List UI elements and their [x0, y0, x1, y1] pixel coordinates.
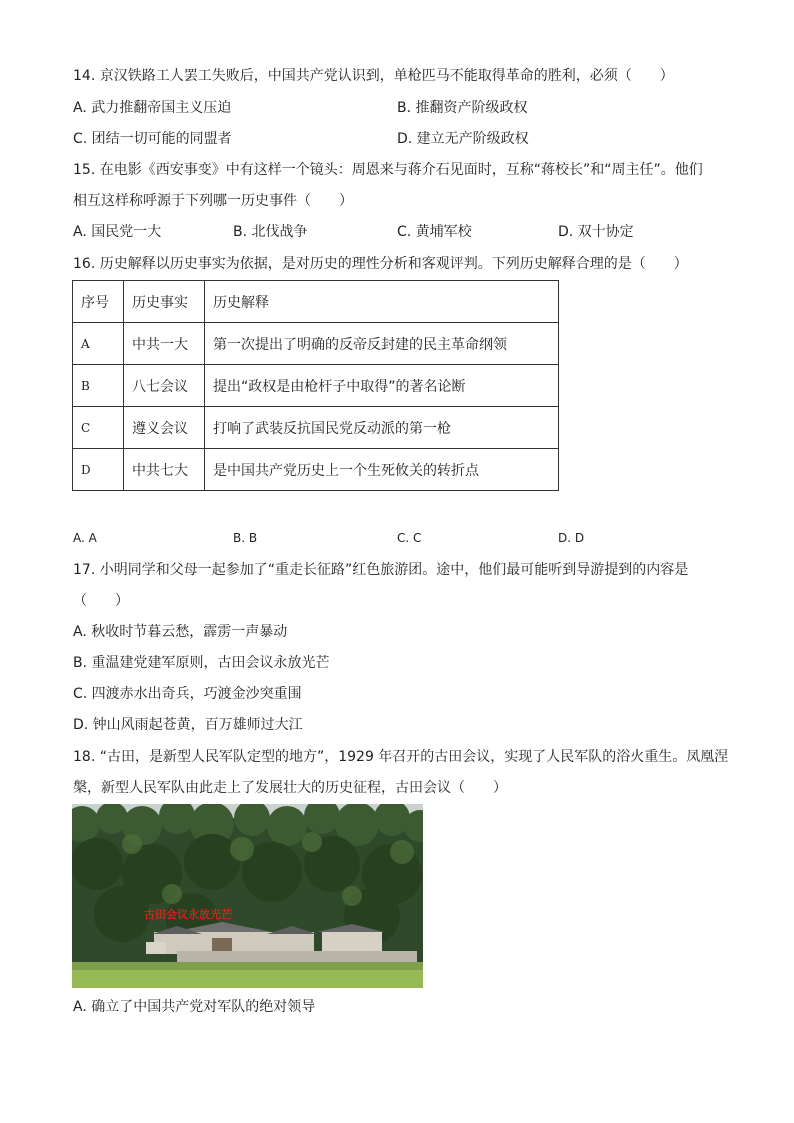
table-row: [73, 365, 559, 407]
table-header-cell: 序号: [73, 281, 124, 323]
table-cell: 提出“政权是由枪杆子中取得”的著名论断: [205, 365, 559, 407]
q15-option-c: C. 黄埔军校: [397, 224, 472, 240]
table-cell: 第一次提出了明确的反帝反封建的民主革命纲领: [205, 323, 559, 365]
table-header-cell: 历史解释: [205, 281, 559, 323]
q17-option-d: D. 钟山风雨起苍黄，百万雄师过大江: [73, 717, 303, 733]
table-cell: 打响了武装反抗国民党反动派的第一枪: [205, 407, 559, 449]
q16-option-b: B. B: [233, 531, 258, 545]
q17-option-a: A. 秋收时节暮云愁，霹雳一声暴动: [73, 624, 288, 640]
slogan-sign-text: 古田会议永放光芒: [144, 908, 232, 921]
q18-stem-line1: 18. “古田，是新型人民军队定型的地方”，1929 年召开的古田会议，实现了人民军队的浴火重生。凤凰涅: [73, 749, 729, 765]
history-table: [72, 280, 559, 491]
q16-stem: 16. 历史解释以历史事实为依据，是对历史的理性分析和客观评判。下列历史解释合理的是（ ）: [73, 256, 688, 272]
q16-option-d: D. D: [558, 531, 585, 545]
q17-stem-line1: 17. 小明同学和父母一起参加了“重走长征路”红色旅游团。途中，他们最可能听到导游提到的内容是: [73, 562, 689, 578]
gutian-meeting-site-photo: [72, 804, 423, 988]
q15-option-b: B. 北伐战争: [233, 224, 308, 240]
table-cell: B: [73, 365, 124, 407]
table-row: [73, 323, 559, 365]
table-cell: 中共七大: [124, 449, 205, 491]
q17-stem-line2: （ ）: [73, 593, 129, 609]
table-row: [73, 449, 559, 491]
q16-option-c: C. C: [397, 531, 422, 545]
table-cell: 是中国共产党历史上一个生死攸关的转折点: [205, 449, 559, 491]
q14-option-a: A. 武力推翻帝国主义压迫: [73, 100, 232, 116]
q16-option-a: A. A: [73, 531, 97, 545]
table-cell: A: [73, 323, 124, 365]
table-header-cell: 历史事实: [124, 281, 205, 323]
q17-option-b: B. 重温建党建军原则，古田会议永放光芒: [73, 655, 330, 671]
table-row: [73, 407, 559, 449]
table-cell: 中共一大: [124, 323, 205, 365]
table-cell: 八七会议: [124, 365, 205, 407]
q14-option-c: C. 团结一切可能的同盟者: [73, 131, 232, 147]
q17-option-c: C. 四渡赤水出奇兵，巧渡金沙突重围: [73, 686, 302, 702]
table-header-row: [73, 281, 559, 323]
q14-option-d: D. 建立无产阶级政权: [397, 131, 529, 147]
q15-stem-line1: 15. 在电影《西安事变》中有这样一个镜头：周恩来与蒋介石见面时，互称“蒋校长”和“周主任”。他们: [73, 162, 703, 178]
q15-stem-line2: 相互这样称呼源于下列哪一历史事件（ ）: [73, 193, 353, 209]
q18-stem-line2: 槃，新型人民军队由此走上了发展壮大的历史征程，古田会议（ ）: [73, 780, 507, 796]
table-cell: D: [73, 449, 124, 491]
q15-option-d: D. 双十协定: [558, 224, 634, 240]
table-cell: C: [73, 407, 124, 449]
q14-option-b: B. 推翻资产阶级政权: [397, 100, 528, 116]
table-cell: 遵义会议: [124, 407, 205, 449]
q14-stem: 14. 京汉铁路工人罢工失败后，中国共产党认识到，单枪匹马不能取得革命的胜利，必须（ ）: [73, 68, 674, 84]
q15-option-a: A. 国民党一大: [73, 224, 162, 240]
q18-option-a: A. 确立了中国共产党对军队的绝对领导: [73, 999, 316, 1015]
